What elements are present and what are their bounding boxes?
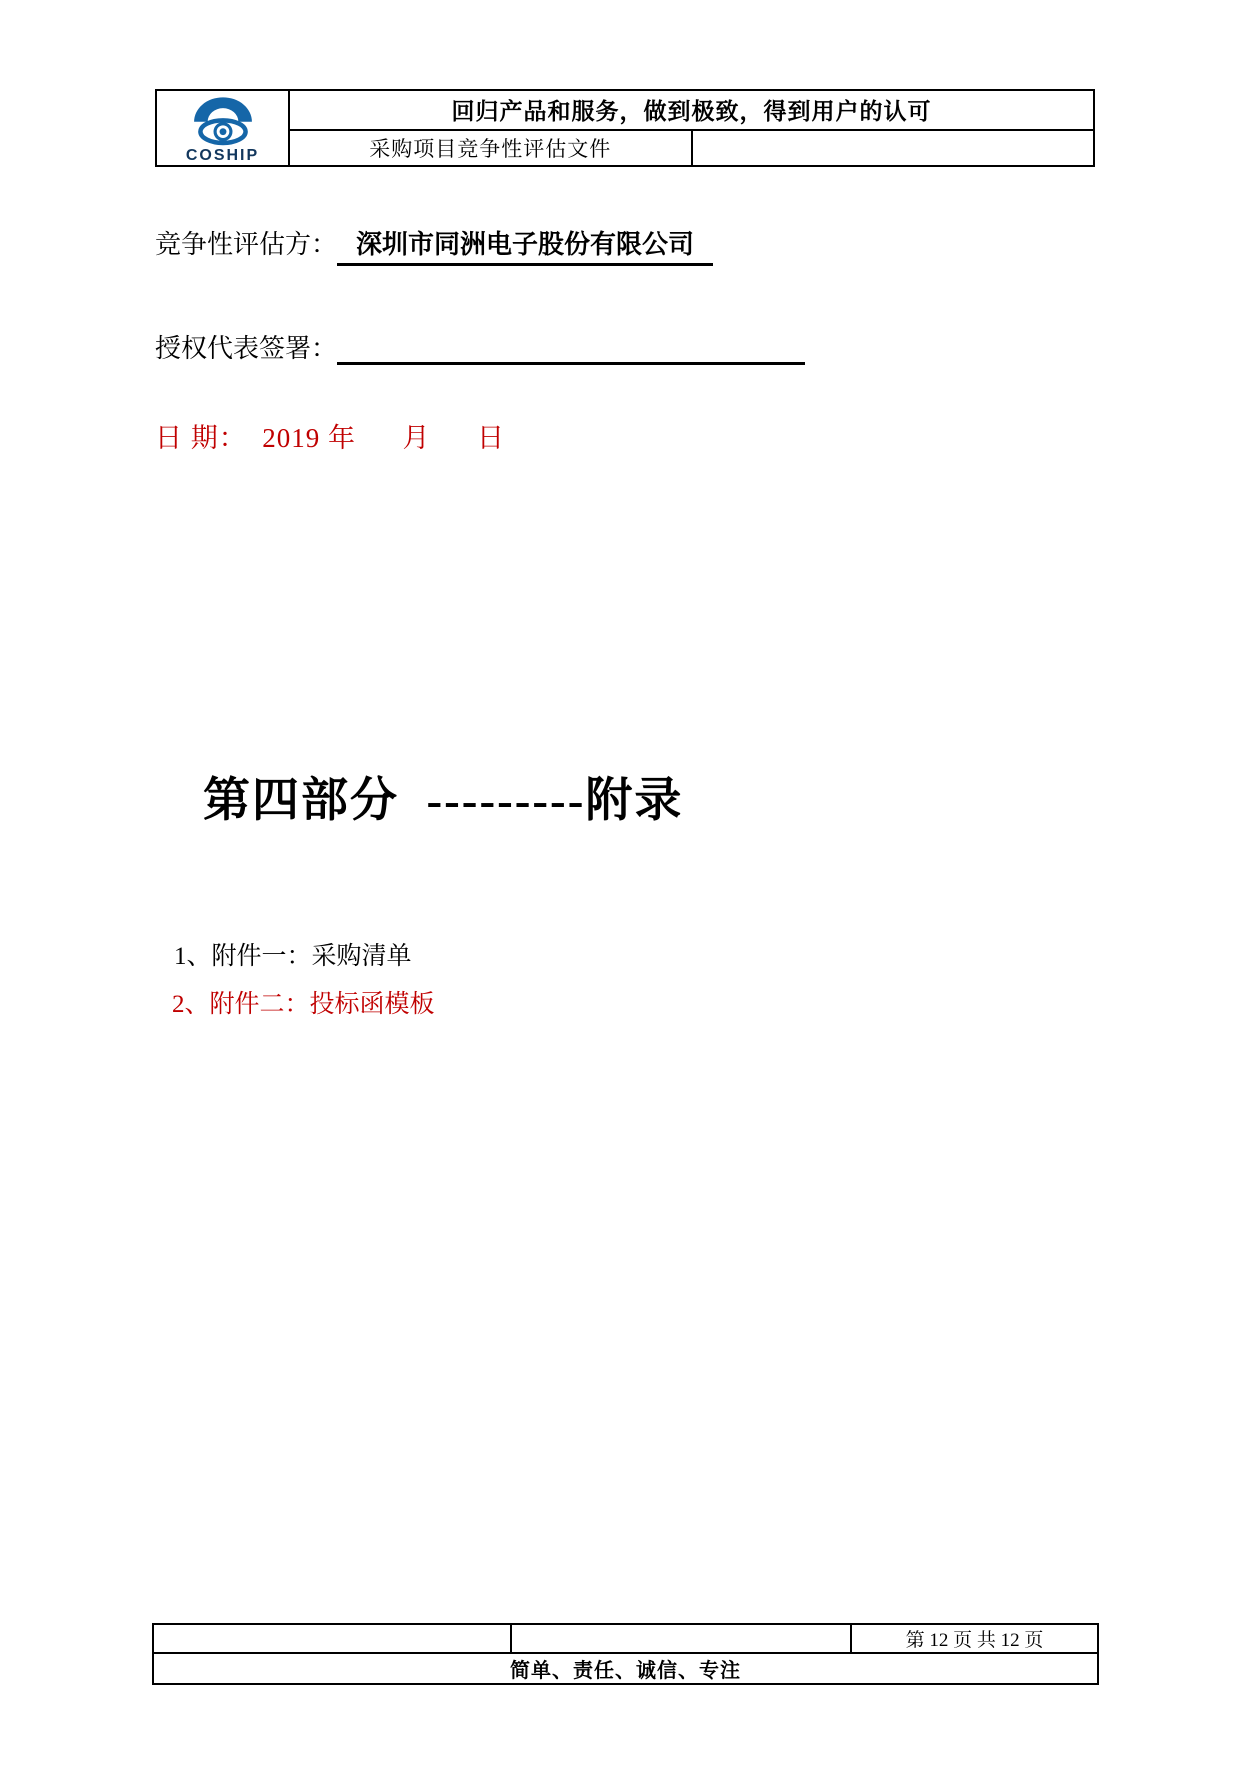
header-slogan-cell bbox=[289, 90, 1094, 130]
footer-table bbox=[152, 1623, 1099, 1685]
attachment-item-2: 2、附件二：投标函模板 bbox=[172, 991, 435, 1018]
logo-cell bbox=[156, 90, 289, 166]
signature-line bbox=[155, 328, 805, 365]
footer-motto: 简单、责任、诚信、专注 bbox=[510, 1660, 741, 1682]
attachment-item-1: 1、附件一：采购清单 bbox=[174, 943, 412, 970]
header-slogan: 回归产品和服务，做到极致，得到用户的认可 bbox=[451, 98, 932, 125]
footer-empty-cell-2 bbox=[511, 1624, 851, 1653]
footer-page-info-cell bbox=[851, 1624, 1098, 1653]
coship-eye-icon bbox=[177, 91, 269, 147]
header-table bbox=[155, 89, 1095, 167]
evaluator-company-name: 深圳市同洲电子股份有限公司 bbox=[337, 224, 713, 266]
footer-motto-cell bbox=[153, 1653, 1098, 1684]
footer-empty-cell-1 bbox=[153, 1624, 511, 1653]
date-line: 日 期： 2019 年 月 日 bbox=[155, 423, 505, 453]
header-empty-cell bbox=[692, 130, 1095, 166]
header-doc-title-cell bbox=[289, 130, 692, 166]
coship-logo bbox=[177, 91, 269, 164]
evaluator-label: 竞争性评估方： bbox=[155, 230, 338, 259]
signature-label: 授权代表签署： bbox=[155, 334, 338, 363]
coship-logo-text: COSHIP bbox=[185, 147, 260, 164]
evaluator-line bbox=[155, 224, 713, 266]
signature-blank-underline bbox=[337, 335, 805, 365]
header-doc-title: 采购项目竞争性评估文件 bbox=[369, 136, 612, 161]
page-number-indicator: 第 12 页 共 12 页 bbox=[905, 1630, 1044, 1651]
section-heading: 第四部分 ---------附录 bbox=[203, 775, 684, 827]
